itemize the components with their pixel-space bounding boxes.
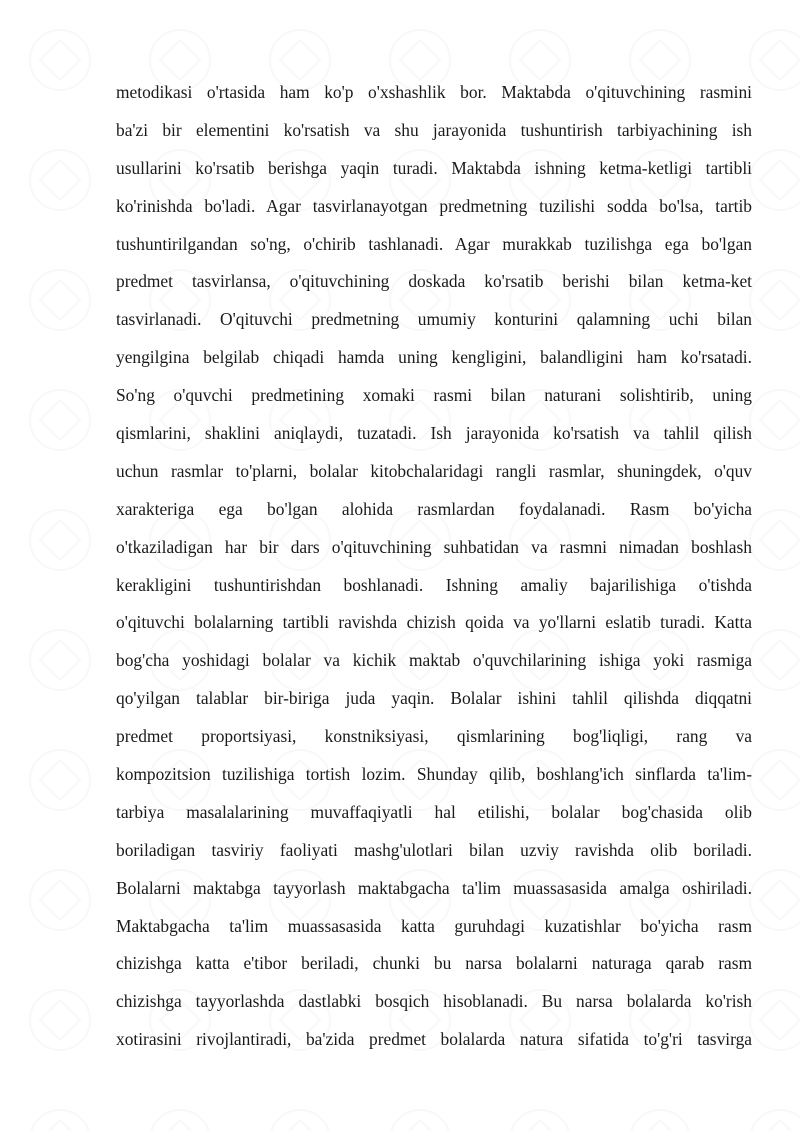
text-line: kompozitsion tuzilishiga tortish lozim. Shunday qilib, boshlang'ich sinflarda ta'lim- bbox=[116, 764, 752, 785]
text-line: yengilgina belgilab chiqadi hamda uning kengligini, balandligini ham ko'rsatadi. bbox=[116, 347, 752, 368]
text-line: o'tkaziladigan har bir dars o'qituvchining suhbatidan va rasmni nimadan boshlash bbox=[116, 536, 752, 557]
text-line: qismlarini, shaklini aniqlaydi, tuzatadi. Ish jarayonida ko'rsatish va tahlil qilish bbox=[116, 423, 752, 444]
text-line: usullarini ko'rsatib berishga yaqin turadi. Maktabda ishning ketma-ketligi tartibli bbox=[116, 157, 752, 178]
text-line: Bolalarni maktabga tayyorlash maktabgacha ta'lim muassasasida amalga oshiriladi. bbox=[116, 877, 752, 898]
text-line: kerakligini tushuntirishdan boshlanadi. Ishning amaliy bajarilishiga o'tishda bbox=[116, 574, 752, 595]
text-line: tushuntirilgandan so'ng, o'chirib tashlanadi. Agar murakkab tuzilishga ega bo'lgan bbox=[116, 233, 752, 254]
text-line: boriladigan tasviriy faoliyati mashg'ulotlari bilan uzviy ravishda olib boriladi. bbox=[116, 839, 752, 860]
text-line: predmet tasvirlansa, o'qituvchining doskada ko'rsatib berishi bilan ketma-ket bbox=[116, 271, 752, 292]
text-line: ko'rinishda bo'ladi. Agar tasvirlanayotgan predmetning tuzilishi sodda bo'lsa, tartib bbox=[116, 195, 752, 216]
text-line: chizishga tayyorlashda dastlabki bosqich hisoblanadi. Bu narsa bolalarda ko'rish bbox=[116, 991, 752, 1012]
text-line: Maktabgacha ta'lim muassasasida katta guruhdagi kuzatishlar bo'yicha rasm bbox=[116, 915, 752, 936]
text-line: tarbiya masalalarining muvaffaqiyatli hal etilishi, bolalar bog'chasida olib bbox=[116, 801, 752, 822]
text-line: chizishga katta e'tibor beriladi, chunki bu narsa bolalarni naturaga qarab rasm bbox=[116, 953, 752, 974]
text-line: xarakteriga ega bo'lgan alohida rasmlardan foydalanadi. Rasm bo'yicha bbox=[116, 498, 752, 519]
text-line: bog'cha yoshidagi bolalar va kichik maktab o'quvchilarining ishiga yoki rasmiga bbox=[116, 650, 752, 671]
text-line: xotirasini rivojlantiradi, ba'zida predmet bolalarda natura sifatida to'g'ri tasvirga bbox=[116, 1029, 752, 1050]
text-line: tasvirlanadi. O'qituvchi predmetning umumiy konturini qalamning uchi bilan bbox=[116, 309, 752, 330]
text-line: predmet proportsiyasi, konstniksiyasi, qismlarining bog'liqligi, rang va bbox=[116, 726, 752, 747]
text-line: qo'yilgan talablar bir-biriga juda yaqin. Bolalar ishini tahlil qilishda diqqatni bbox=[116, 688, 752, 709]
body-text bbox=[116, 74, 752, 1059]
text-line: metodikasi o'rtasida ham ko'p o'xshashlik bor. Maktabda o'qituvchining rasmini bbox=[116, 82, 752, 102]
text-line: So'ng o'quvchi predmetining xomaki rasmi bilan naturani solishtirib, uning bbox=[116, 385, 752, 406]
text-line: o'qituvchi bolalarning tartibli ravishda chizish qoida va yo'llarni eslatib turadi. Katta bbox=[116, 612, 752, 633]
text-line: ba'zi bir elementini ko'rsatish va shu jarayonida tushuntirish tarbiyachining ish bbox=[116, 119, 752, 140]
text-line: uchun rasmlar to'plarni, bolalar kitobchalaridagi rangli rasmlar, shuningdek, o'quv bbox=[116, 460, 752, 481]
